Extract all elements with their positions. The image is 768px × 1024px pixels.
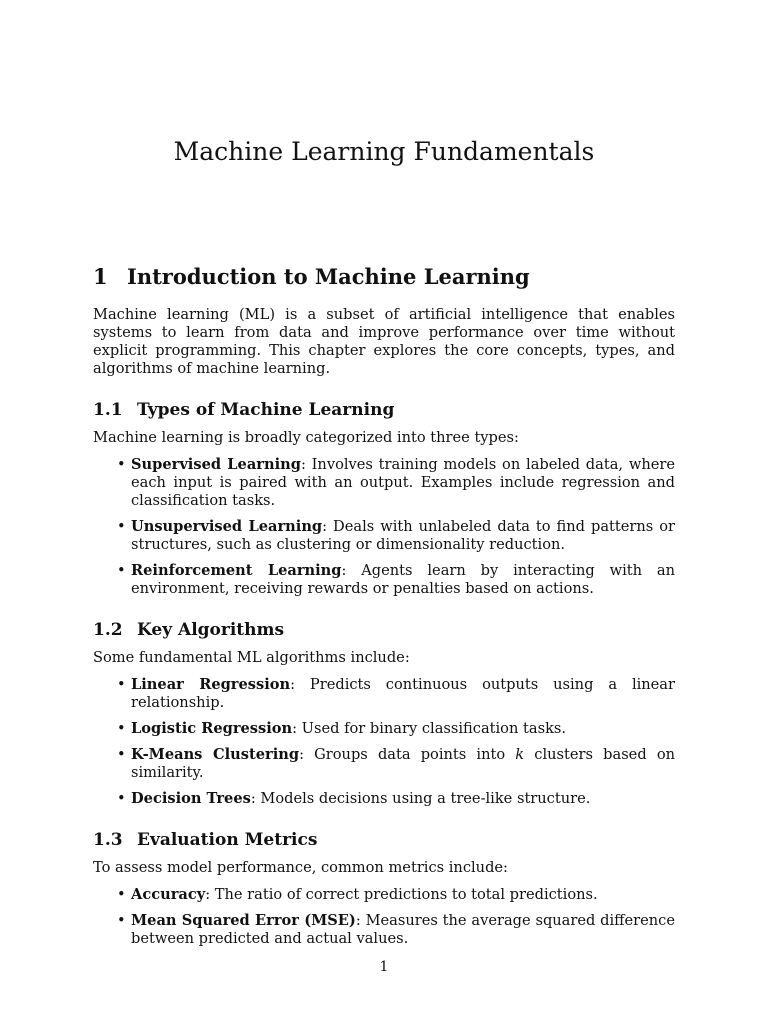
algorithms-list <box>93 676 675 808</box>
subsection-heading-types <box>93 398 675 422</box>
list-item <box>93 676 675 712</box>
types-intro: Machine learning is broadly categorized into three types: <box>93 429 519 446</box>
list-item <box>93 746 675 782</box>
list-item <box>93 562 675 598</box>
section-title: Introduction to Machine Learning <box>127 264 530 289</box>
document-title: Machine Learning Fundamentals <box>173 137 595 166</box>
section-heading-introduction <box>93 262 675 292</box>
list-item-term: Linear Regression <box>131 676 291 693</box>
list-item <box>93 886 675 904</box>
list-item-term: Reinforcement Learning <box>131 562 342 579</box>
list-item-text: : Involves training models on labeled data, where each input is paired with an output. Examples include regression and classification tasks. <box>131 456 675 509</box>
list-item-text: clusters based on similarity. <box>131 746 676 781</box>
bullet-glyph: • <box>117 562 126 579</box>
subsection-title: Key Algorithms <box>137 620 285 640</box>
subsection-title: Types of Machine Learning <box>137 400 395 420</box>
list-item <box>93 518 675 554</box>
document-body <box>93 262 675 968</box>
algorithms-intro: Some fundamental ML algorithms include: <box>93 649 410 666</box>
list-item-term: Accuracy <box>131 886 206 903</box>
bullet-glyph: • <box>117 456 126 473</box>
list-item <box>93 456 675 510</box>
list-item-text: : Deals with unlabeled data to find patterns or structures, such as clustering or dimensionality reduction. <box>131 518 676 553</box>
subsection-number: 1.1 <box>93 400 123 420</box>
subsection-heading-algorithms <box>93 618 675 642</box>
list-item <box>93 790 675 808</box>
list-item <box>93 720 675 738</box>
subsection-title: Evaluation Metrics <box>137 830 318 850</box>
list-item-term: Unsupervised Learning <box>131 518 323 535</box>
types-list <box>93 456 675 598</box>
list-item-text: : Agents learn by interacting with an environment, receiving rewards or penalties based on actions. <box>131 562 675 597</box>
list-item-text: : Used for binary classification tasks. <box>292 720 567 737</box>
bullet-glyph: • <box>117 720 126 737</box>
list-item <box>93 912 675 948</box>
bullet-glyph: • <box>117 746 126 763</box>
math-variable: k <box>515 746 525 763</box>
list-item-term: Supervised Learning <box>131 456 301 473</box>
bullet-glyph: • <box>117 912 126 929</box>
section-number: 1 <box>93 264 108 289</box>
list-item-text: : Predicts continuous outputs using a linear relationship. <box>131 676 675 711</box>
bullet-glyph: • <box>117 676 126 693</box>
page-number: 1 <box>379 959 389 975</box>
list-item-term: K-Means Clustering <box>131 746 300 763</box>
subsection-number: 1.2 <box>93 620 123 640</box>
subsection-heading-metrics <box>93 828 675 852</box>
bullet-glyph: • <box>117 790 126 807</box>
bullet-glyph: • <box>117 518 126 535</box>
list-item-text: : Models decisions using a tree-like structure. <box>250 790 591 807</box>
subsection-number: 1.3 <box>93 830 123 850</box>
metrics-list <box>93 886 675 948</box>
list-item-term: Decision Trees <box>131 790 251 807</box>
metrics-intro: To assess model performance, common metrics include: <box>93 859 508 876</box>
list-item-text: : Measures the average squared difference between predicted and actual values. <box>131 912 675 947</box>
list-item-text: : The ratio of correct predictions to total predictions. <box>205 886 598 903</box>
bullet-glyph: • <box>117 886 126 903</box>
list-item-text: : Groups data points into <box>299 746 516 763</box>
list-item-term: Mean Squared Error (MSE) <box>131 912 356 929</box>
list-item-term: Logistic Regression <box>131 720 293 737</box>
intro-paragraph: Machine learning (ML) is a subset of artificial intelligence that enables systems to learn from data and improve performance over time without explicit programming. This chapter explores the core concepts, types, and algorithms of machine learning. <box>93 306 675 377</box>
